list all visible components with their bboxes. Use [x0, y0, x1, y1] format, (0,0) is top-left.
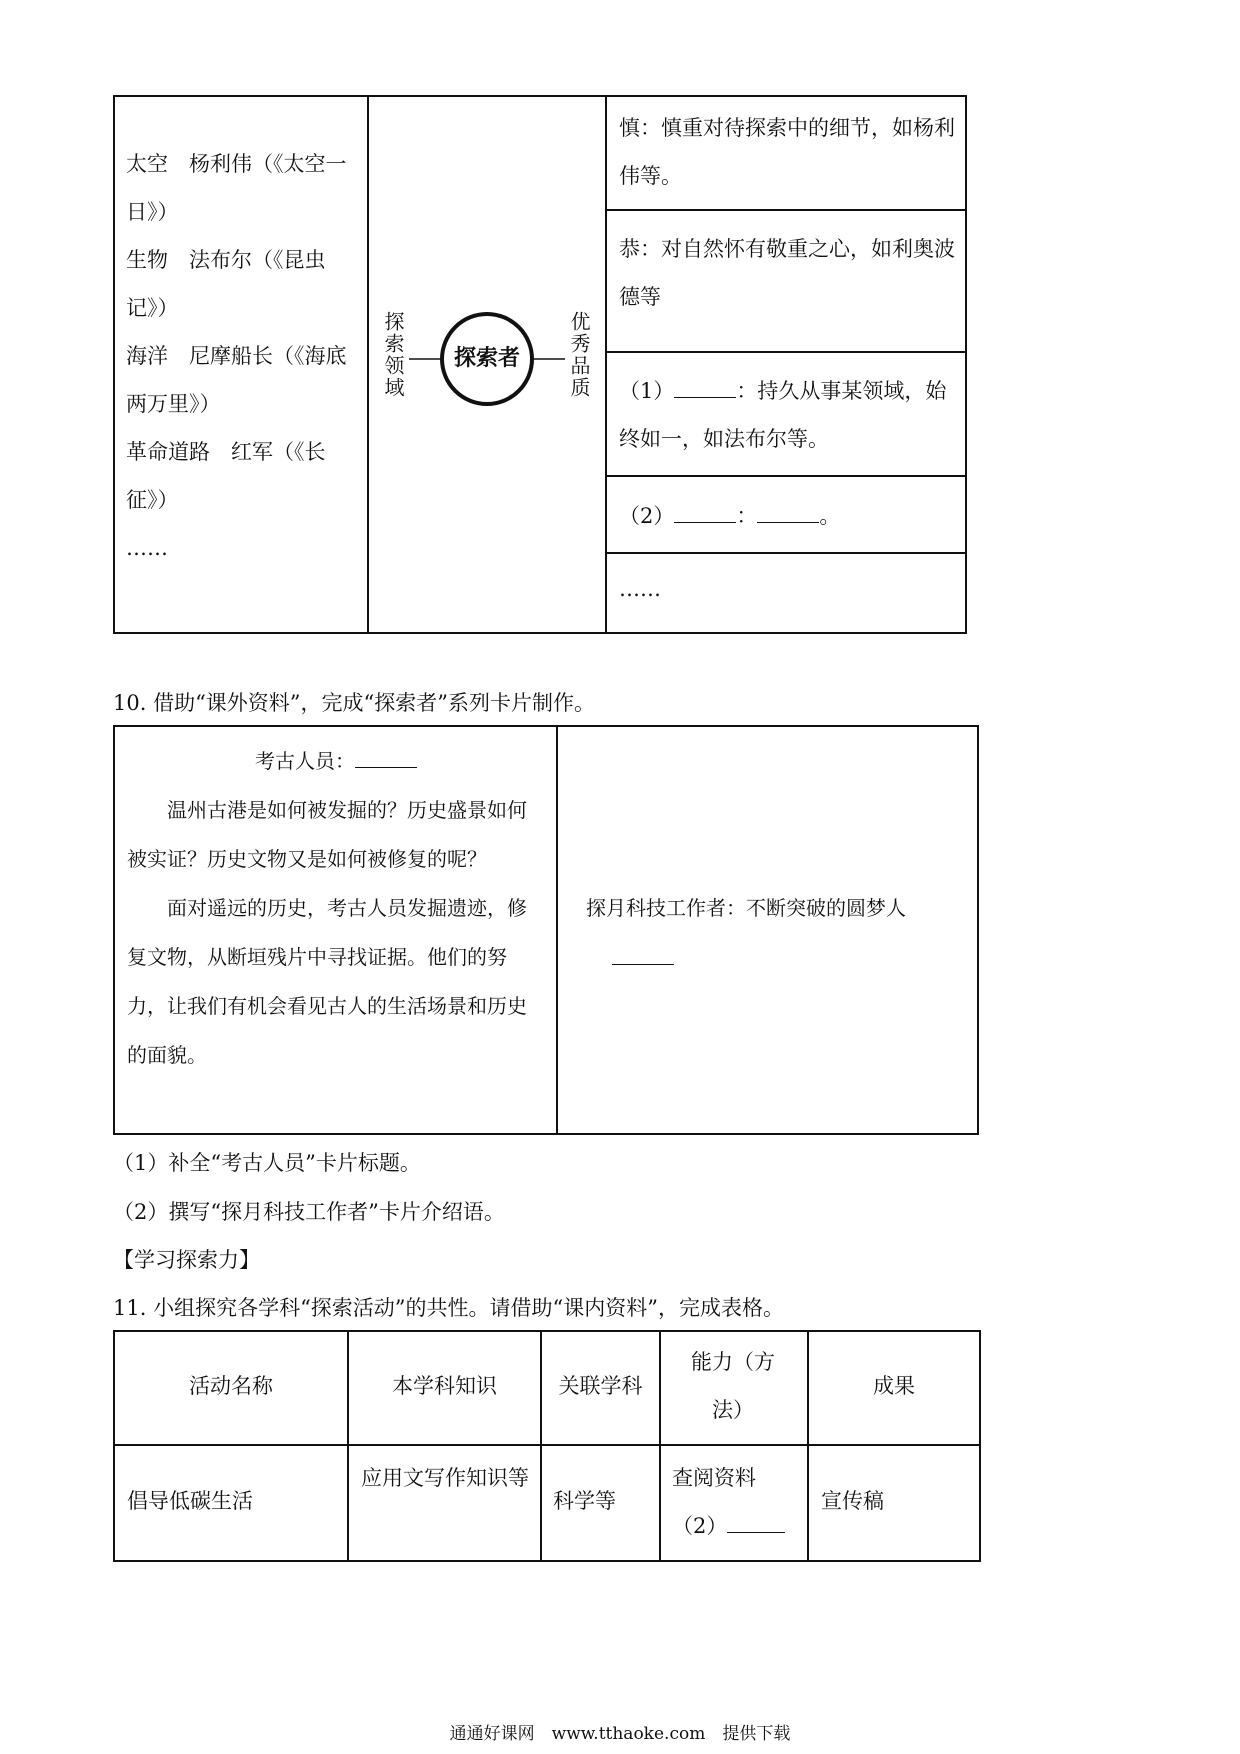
card-archaeologist	[127, 737, 545, 1080]
cell-ability: 查阅资料 （2）	[672, 1454, 802, 1550]
question-10-prompt: 10. 借助“课外资料”，完成“探索者”系列卡片制作。	[113, 691, 596, 715]
table-header-ability: 能力（方法）	[691, 1350, 775, 1422]
table-header-result: 成果	[873, 1374, 915, 1398]
domain-item-more: ……	[126, 536, 168, 560]
answer-blank[interactable]	[355, 749, 417, 768]
card-lunar-explorer	[570, 883, 970, 983]
answer-blank[interactable]	[757, 503, 819, 523]
table-header-related: 关联学科	[558, 1374, 643, 1398]
table-header-knowledge: 本学科知识	[392, 1374, 497, 1398]
answer-blank[interactable]	[612, 946, 674, 965]
card-archaeologist-para1: 温州古港是如何被发掘的？历史盛景如何被实证？历史文物又是如何被修复的呢？	[127, 798, 527, 871]
cell-knowledge: 应用文写作知识等	[361, 1466, 529, 1490]
card-archaeologist-para2: 面对遥远的历史，考古人员发掘遗迹，修复文物，从断垣残片中寻找证据。他们的努力，让我们有机会看见古人的生活场景和历史的面貌。	[127, 896, 527, 1067]
domain-item-ocean: 海洋 尼摩船长（《海底两万里》）	[126, 344, 347, 416]
explorer-diagram	[369, 97, 605, 632]
diagram-center-label: 探索者	[453, 346, 520, 371]
qualities-column	[607, 97, 965, 632]
diagram-right-label: 优秀品质	[567, 311, 591, 399]
card-lunar-title: 探月科技工作者：不断突破的圆梦人	[586, 896, 906, 920]
cell-related: 科学等	[553, 1489, 616, 1513]
domain-item-revolution: 革命道路 红军（《长征》）	[126, 440, 326, 512]
card-archaeologist-title: 考古人员：	[127, 737, 545, 786]
question-11-prompt: 11. 小组探究各学科“探索活动”的共性。请借助“课内资料”，完成表格。	[113, 1296, 785, 1320]
quality-blank-1: （1） ：持久从事某领域，始终如一，如法布尔等。	[619, 379, 947, 451]
quality-caution: 慎：慎重对待探索中的细节，如杨利伟等。	[619, 116, 955, 188]
quality-blank-2: （2） ： 。	[619, 504, 841, 528]
section-heading: 【学习探索力】	[113, 1248, 260, 1272]
domain-item-space: 太空 杨利伟（《太空一日》）	[126, 152, 347, 224]
cell-result: 宣传稿	[821, 1489, 884, 1513]
table-header-activity: 活动名称	[189, 1374, 273, 1398]
diagram-left-label: 探索领域	[381, 311, 405, 399]
domain-item-biology: 生物 法布尔（《昆虫记》）	[126, 248, 326, 320]
answer-blank[interactable]	[674, 503, 736, 523]
answer-blank[interactable]	[727, 1513, 785, 1533]
answer-blank[interactable]	[674, 378, 736, 398]
question-10-sub2: （2）撰写“探月科技工作者”卡片介绍语。	[113, 1200, 505, 1224]
cell-activity: 倡导低碳生活	[127, 1489, 253, 1513]
explore-domains-list	[126, 140, 354, 572]
question-10-sub1: （1）补全“考古人员”卡片标题。	[113, 1151, 421, 1175]
page-footer: 通通好课网 www.tthaoke.com 提供下载	[449, 1724, 791, 1744]
quality-more: ……	[619, 577, 661, 601]
quality-respect: 恭：对自然怀有敬重之心，如利奥波德等	[619, 237, 955, 309]
